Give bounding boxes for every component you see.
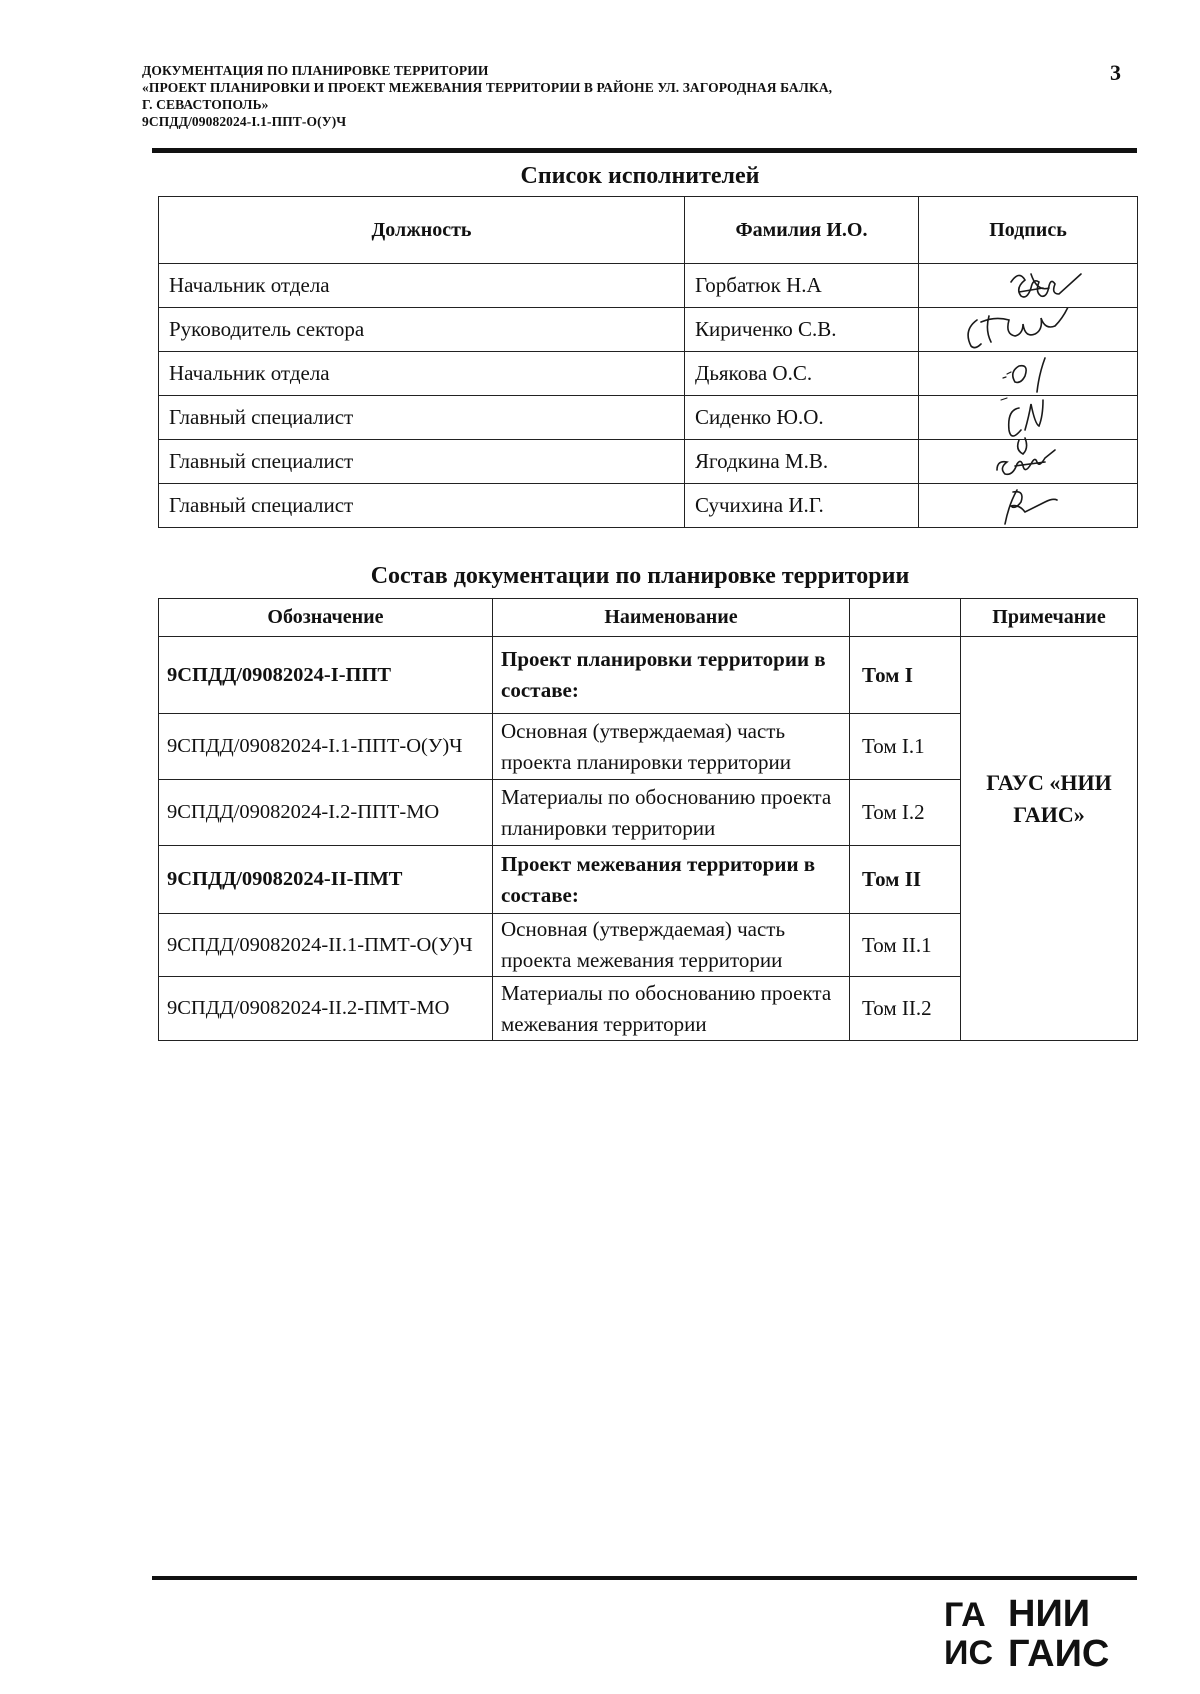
position-cell: Руководитель сектора <box>159 308 685 352</box>
title-cell: Основная (утверждаемая) часть проекта межевания территории <box>493 914 850 977</box>
logo-mark-top: ГА <box>944 1596 986 1634</box>
logo-mark-bottom: ИС <box>944 1634 993 1670</box>
volume-cell: Том I.1 <box>850 714 961 780</box>
signature-image <box>919 264 1138 307</box>
composition-table <box>158 598 1138 1041</box>
name-cell: Дьякова О.С. <box>685 352 919 396</box>
volume-cell: Том I <box>850 637 961 714</box>
name-cell: Сиденко Ю.О. <box>685 396 919 440</box>
table-header-row <box>159 599 1138 637</box>
volume-cell: Том II <box>850 846 961 914</box>
table-row <box>159 264 1138 308</box>
signature-image <box>919 484 1138 527</box>
signature-cell <box>919 308 1138 352</box>
volume-cell: Том I.2 <box>850 780 961 846</box>
name-cell: Кириченко С.В. <box>685 308 919 352</box>
title-cell: Материалы по обоснованию проекта планировки территории <box>493 780 850 846</box>
table-row <box>159 308 1138 352</box>
designation-cell: 9СПДД/09082024-II.2-ПМТ-МО <box>159 977 493 1041</box>
logo-text-bottom: ГАИС <box>1008 1633 1110 1670</box>
executors-title: Список исполнителей <box>520 163 760 189</box>
signature-cell <box>919 264 1138 308</box>
header-line-2: «ПРОЕКТ ПЛАНИРОВКИ И ПРОЕКТ МЕЖЕВАНИЯ ТЕРРИТОРИИ В РАЙОНЕ УЛ. ЗАГОРОДНАЯ БАЛКА, <box>142 80 833 95</box>
designation-cell: 9СПДД/09082024-II.1-ПМТ-О(У)Ч <box>159 914 493 977</box>
column-header-position: Должность <box>159 197 685 264</box>
position-cell: Начальник отдела <box>159 264 685 308</box>
header-line-4: 9СПДД/09082024-I.1-ППТ-О(У)Ч <box>142 114 347 129</box>
table-row <box>159 440 1138 484</box>
name-cell: Ягодкина М.В. <box>685 440 919 484</box>
volume-cell: Том II.2 <box>850 977 961 1041</box>
signature-image <box>919 308 1138 351</box>
executors-table <box>158 196 1138 528</box>
note-cell: ГАУС «НИИ ГАИС» <box>961 637 1138 1041</box>
signature-image <box>919 440 1138 483</box>
column-header-note: Примечание <box>961 599 1138 637</box>
title-cell: Основная (утверждаемая) часть проекта планировки территории <box>493 714 850 780</box>
nii-gais-logo <box>944 1590 1134 1670</box>
name-cell: Сучихина И.Г. <box>685 484 919 528</box>
signature-cell <box>919 352 1138 396</box>
header-line-3: Г. СЕВАСТОПОЛЬ» <box>142 97 269 112</box>
page-number: 3 <box>1110 60 1121 85</box>
column-header-signature: Подпись <box>919 197 1138 264</box>
table-row <box>159 352 1138 396</box>
column-header-designation: Обозначение <box>159 599 493 637</box>
name-cell: Горбатюк Н.А <box>685 264 919 308</box>
signature-cell <box>919 484 1138 528</box>
column-header-title: Наименование <box>493 599 850 637</box>
signature-cell <box>919 440 1138 484</box>
title-cell: Проект межевания территории в составе: <box>493 846 850 914</box>
header-line-1: ДОКУМЕНТАЦИЯ ПО ПЛАНИРОВКЕ ТЕРРИТОРИИ <box>142 63 489 78</box>
composition-title: Состав документации по планировке территории <box>370 563 910 589</box>
table-row <box>159 484 1138 528</box>
footer-divider <box>152 1576 1137 1580</box>
position-cell: Главный специалист <box>159 396 685 440</box>
volume-cell: Том II.1 <box>850 914 961 977</box>
position-cell: Главный специалист <box>159 484 685 528</box>
designation-cell: 9СПДД/09082024-I.2-ППТ-МО <box>159 780 493 846</box>
column-header-volume <box>850 599 961 637</box>
header-divider <box>152 148 1137 153</box>
signature-cell <box>919 396 1138 440</box>
document-header <box>142 62 1042 130</box>
designation-cell: 9СПДД/09082024-I.1-ППТ-О(У)Ч <box>159 714 493 780</box>
position-cell: Главный специалист <box>159 440 685 484</box>
designation-cell: 9СПДД/09082024-I-ППТ <box>159 637 493 714</box>
position-cell: Начальник отдела <box>159 352 685 396</box>
title-cell: Материалы по обоснованию проекта межевания территории <box>493 977 850 1041</box>
column-header-name: Фамилия И.О. <box>685 197 919 264</box>
designation-cell: 9СПДД/09082024-II-ПМТ <box>159 846 493 914</box>
table-row <box>159 396 1138 440</box>
signature-image <box>919 352 1138 395</box>
table-row <box>159 637 1138 714</box>
title-cell: Проект планировки территории в составе: <box>493 637 850 714</box>
logo-text-top: НИИ <box>1008 1593 1091 1635</box>
table-header-row <box>159 197 1138 264</box>
